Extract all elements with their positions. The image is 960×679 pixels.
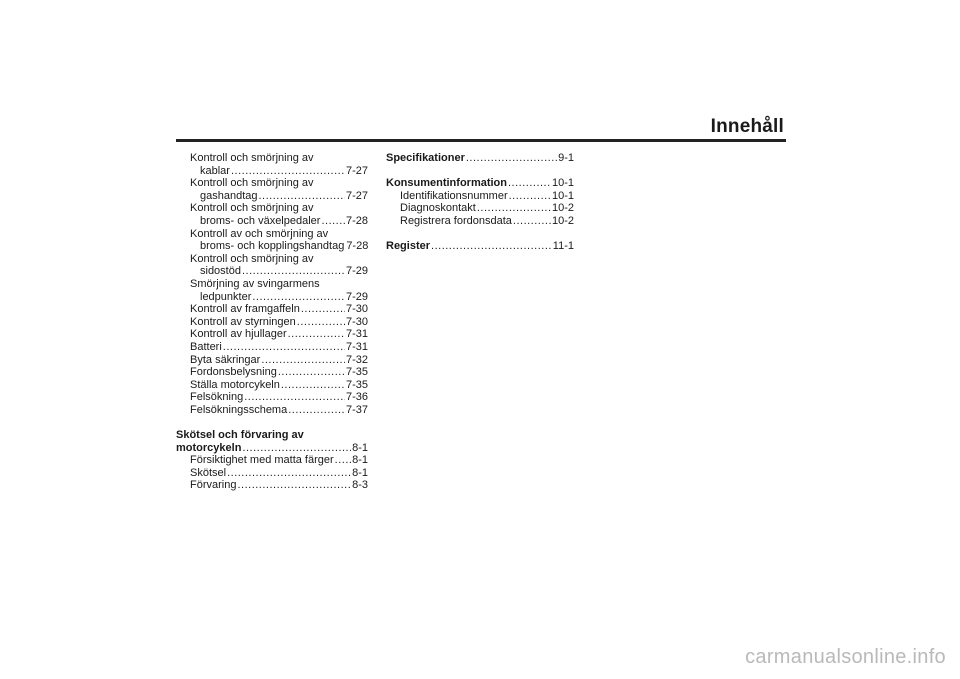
toc-item-label: Felsökningsschema — [190, 403, 288, 416]
toc-item-label: Kontroll och smörjning av — [190, 152, 314, 164]
toc-page-number: 7-30 — [345, 315, 368, 328]
leader-dots — [231, 165, 345, 178]
toc-section-label: Specifikationer — [386, 152, 465, 164]
toc-item-label: broms- och kopplingshandtag — [200, 240, 345, 253]
toc-page-number: 7-27 — [345, 189, 368, 202]
toc-item-label: Smörjning av svingarmens — [190, 277, 320, 290]
toc-item[interactable] — [176, 316, 368, 329]
toc-item[interactable] — [386, 190, 574, 203]
toc-item[interactable] — [176, 391, 368, 404]
toc-item[interactable] — [176, 202, 368, 227]
toc-section-konsumentinformation[interactable] — [386, 177, 574, 190]
toc-item[interactable] — [176, 366, 368, 379]
toc-item[interactable] — [176, 278, 368, 303]
toc-page-number: 7-31 — [345, 328, 368, 341]
leader-dots — [297, 316, 345, 329]
toc-page-number: 7-30 — [345, 303, 368, 316]
toc-section-label: Konsumentinformation — [386, 177, 507, 190]
header-divider — [176, 139, 786, 142]
toc-item[interactable] — [176, 404, 368, 417]
toc-item[interactable] — [176, 253, 368, 278]
toc-item-label: Kontroll av framgaffeln — [190, 303, 300, 316]
page-title: Innehåll — [710, 116, 784, 137]
toc-item[interactable] — [176, 379, 368, 392]
toc-item[interactable] — [386, 215, 574, 228]
toc-item-label: sidostöd — [200, 265, 241, 278]
toc-item-label: Kontroll av styrningen — [190, 315, 296, 328]
leader-dots — [227, 467, 351, 480]
toc-page-number: 7-27 — [345, 164, 368, 177]
toc-left-column — [176, 152, 368, 492]
toc-right-column — [386, 152, 574, 253]
toc-item-label: Kontroll av och smörjning av — [190, 227, 329, 240]
toc-page-number: 8-1 — [352, 441, 368, 454]
leader-dots — [288, 328, 345, 341]
toc-page-number: 8-1 — [352, 454, 368, 467]
toc-item-label: Försiktighet med matta färger — [190, 454, 334, 467]
toc-item[interactable] — [176, 303, 368, 316]
toc-item-label: Ställa motorcykeln — [190, 378, 280, 391]
toc-page-number: 10-1 — [551, 177, 574, 190]
toc-section-specifikationer[interactable] — [386, 152, 574, 165]
leader-dots — [301, 303, 345, 316]
toc-section-8-title-line2: motorcykeln — [176, 441, 242, 454]
toc-item[interactable] — [176, 177, 368, 202]
toc-page-number: 10-1 — [551, 189, 574, 202]
leader-dots — [477, 202, 551, 215]
toc-item-label: kablar — [200, 164, 230, 177]
toc-page-number: 7-37 — [345, 403, 368, 416]
toc-item-label: Felsökning — [190, 391, 244, 404]
leader-dots — [223, 341, 345, 354]
toc-item[interactable] — [176, 152, 368, 177]
leader-dots — [335, 454, 351, 467]
toc-item[interactable] — [176, 354, 368, 367]
toc-item[interactable] — [386, 202, 574, 215]
toc-item[interactable] — [176, 479, 368, 492]
toc-page-number: 9-1 — [558, 152, 574, 164]
toc-item-label: Fordonsbelysning — [190, 366, 277, 379]
toc-page-number: 7-29 — [345, 290, 368, 303]
watermark: carmanualsonline.info — [745, 646, 946, 668]
toc-item-label: Diagnoskontakt — [400, 202, 476, 215]
toc-item[interactable] — [176, 341, 368, 354]
toc-item-label: Skötsel — [190, 466, 227, 479]
leader-dots — [513, 215, 551, 228]
leader-dots — [259, 190, 345, 203]
toc-item-label: Kontroll och smörjning av — [190, 202, 314, 215]
toc-page-number: 10-2 — [551, 214, 574, 227]
toc-page-number: 11-1 — [552, 240, 574, 253]
toc-page-number: 7-32 — [345, 353, 368, 366]
toc-item-label: Förvaring — [190, 479, 237, 492]
toc-item[interactable] — [176, 328, 368, 341]
toc-item-label: broms- och växelpedaler — [200, 214, 321, 227]
toc-page-number: 7-35 — [345, 366, 368, 379]
toc-item-label: Kontroll av hjullager — [190, 328, 287, 341]
leader-dots — [508, 177, 551, 190]
toc-item-label: Identifikationsnummer — [400, 189, 508, 202]
toc-item-label: ledpunkter — [200, 290, 252, 303]
leader-dots — [252, 291, 345, 304]
toc-page-number: 7-36 — [345, 391, 368, 404]
leader-dots — [321, 215, 345, 228]
toc-item-label: gashandtag — [200, 189, 258, 202]
leader-dots — [261, 354, 345, 367]
toc-page-number: 7-28 — [345, 214, 368, 227]
toc-section-8-title-line1: Skötsel och förvaring av — [176, 429, 304, 442]
toc-item-label: Batteri — [190, 340, 222, 353]
toc-page-number: 8-1 — [352, 466, 368, 479]
leader-dots — [431, 240, 552, 253]
toc-item-label: Kontroll och smörjning av — [190, 177, 314, 190]
toc-page-number: 10-2 — [551, 202, 574, 215]
leader-dots — [281, 379, 345, 392]
leader-dots — [278, 366, 345, 379]
leader-dots — [242, 265, 345, 278]
leader-dots — [509, 190, 551, 203]
toc-item[interactable] — [176, 467, 368, 480]
toc-page-number: 8-3 — [352, 479, 368, 492]
toc-page-number: 7-35 — [345, 378, 368, 391]
toc-item-label: Registrera fordonsdata — [400, 214, 512, 227]
toc-item-label: Kontroll och smörjning av — [190, 252, 314, 265]
leader-dots — [237, 479, 351, 492]
toc-item[interactable] — [176, 228, 368, 253]
leader-dots — [242, 442, 351, 455]
toc-item[interactable] — [176, 454, 368, 467]
leader-dots — [244, 391, 345, 404]
toc-page-number: 7-31 — [345, 340, 368, 353]
toc-page-number: 7-29 — [345, 265, 368, 278]
toc-item-label: Byta säkringar — [190, 353, 261, 366]
leader-dots — [466, 152, 557, 165]
toc-section-8[interactable] — [176, 429, 368, 454]
toc-section-register[interactable] — [386, 240, 574, 253]
toc-section-label: Register — [386, 240, 431, 253]
leader-dots — [288, 404, 345, 417]
toc-page-number: 7-28 — [346, 240, 369, 253]
